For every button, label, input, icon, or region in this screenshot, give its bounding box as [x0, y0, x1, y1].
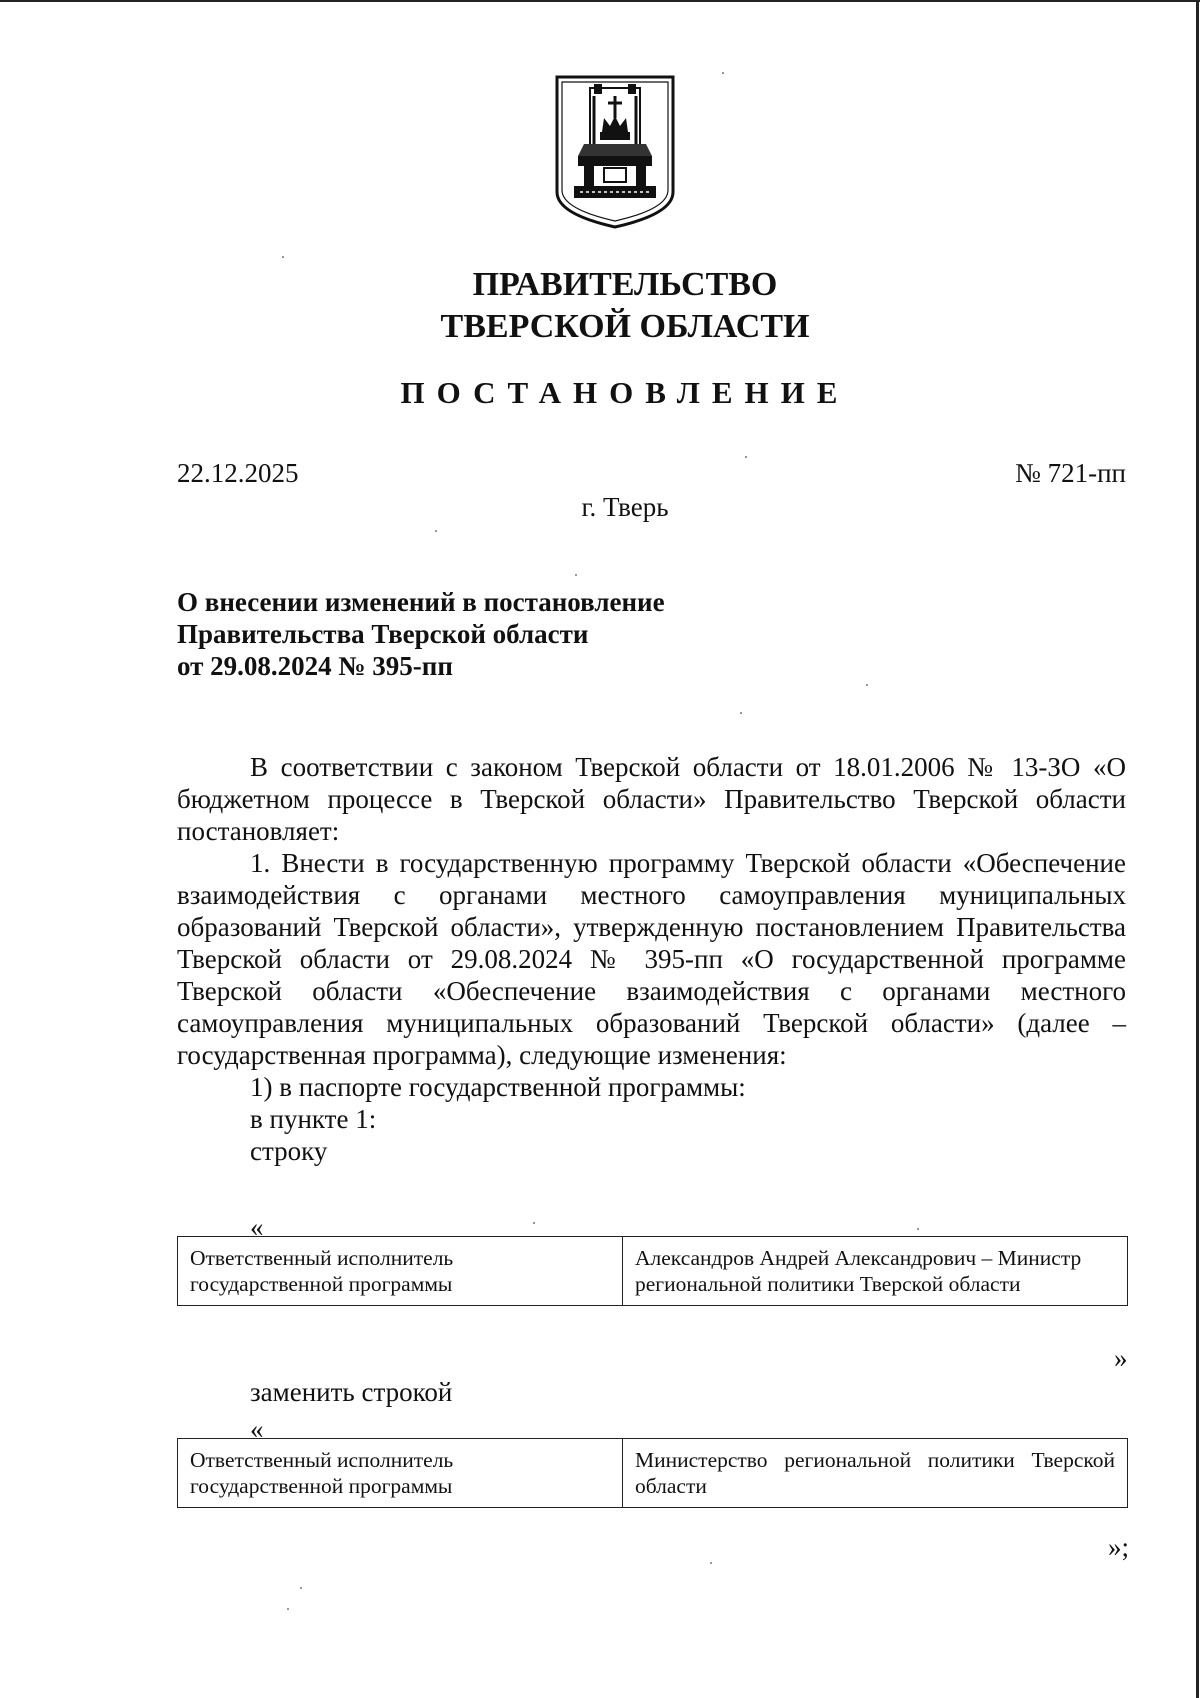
title-line-2: Правительства Тверской области	[177, 619, 589, 649]
paragraph-subitem-1: 1) в паспорте государственной программы:	[250, 1072, 746, 1102]
scan-edge-right	[1196, 0, 1199, 1698]
scan-speck	[533, 1222, 535, 1224]
scan-speck	[282, 256, 284, 258]
coat-of-arms-emblem	[554, 74, 676, 230]
scan-speck	[710, 1562, 712, 1564]
old-row-value: Александров Андрей Александрович – Министр региональной политики Тверской области	[623, 1237, 1128, 1306]
title-line-1: О внесении изменений в постановление	[177, 587, 665, 617]
scan-speck	[435, 530, 437, 532]
organization-name	[0, 264, 1200, 348]
scan-speck	[866, 684, 868, 686]
replace-with-label: заменить строкой	[250, 1377, 453, 1407]
document-number: № 721-пп	[1015, 458, 1126, 488]
scan-speck	[722, 72, 724, 74]
scan-speck	[745, 456, 747, 458]
document-title	[177, 586, 665, 682]
document-date: 22.12.2025	[177, 458, 299, 488]
table-row	[178, 1439, 1128, 1508]
scan-speck	[917, 1228, 919, 1230]
scan-edge-top	[0, 0, 1200, 2]
table-old-row	[177, 1236, 1128, 1306]
new-row-label: Ответственный исполнитель государственной программы	[178, 1439, 623, 1508]
table-row	[178, 1237, 1128, 1306]
close-quote-1: »	[1114, 1343, 1128, 1373]
document-body	[177, 751, 1126, 1167]
paragraph-item-1: 1. Внести в государственную программу Тверской области «Обеспечение взаимодействия с органами местного самоуправления муниципальных образований Тверской области», утвержденную постановлением Правительства Тверской области от 29.08.2024 № 395-пп «О государственной программе Тверской области «Обеспечение взаимодействия с органами местного самоуправления муниципальных образований Тверской области» (далее – государственная программа), следующие изменения:	[177, 848, 1126, 1070]
scan-speck	[740, 712, 742, 714]
scan-speck	[575, 574, 577, 576]
scan-speck	[300, 1587, 302, 1589]
table-new-row	[177, 1438, 1128, 1508]
paragraph-preamble: В соответствии с законом Тверской области от 18.01.2006 № 13-ЗО «О бюджетном процессе в Тверской области» Правительство Тверской области постановляет:	[177, 752, 1126, 846]
close-quote-2: »;	[1108, 1532, 1130, 1562]
open-quote-1: «	[250, 1212, 264, 1242]
old-row-label: Ответственный исполнитель государственной программы	[178, 1237, 623, 1306]
document-city: г. Тверь	[581, 492, 669, 522]
paragraph-point-1: в пункте 1:	[250, 1104, 377, 1134]
org-line-2: ТВЕРСКОЙ ОБЛАСТИ	[440, 308, 810, 345]
title-line-3: от 29.08.2024 № 395-пп	[177, 651, 453, 681]
open-quote-2: «	[250, 1414, 264, 1444]
new-row-value: Министерство региональной политики Тверской области	[623, 1439, 1128, 1508]
paragraph-row-label: строку	[250, 1136, 328, 1166]
document-type: ПОСТАНОВЛЕНИЕ	[400, 375, 850, 410]
scan-speck	[287, 1608, 289, 1610]
org-line-1: ПРАВИТЕЛЬСТВО	[472, 266, 778, 303]
